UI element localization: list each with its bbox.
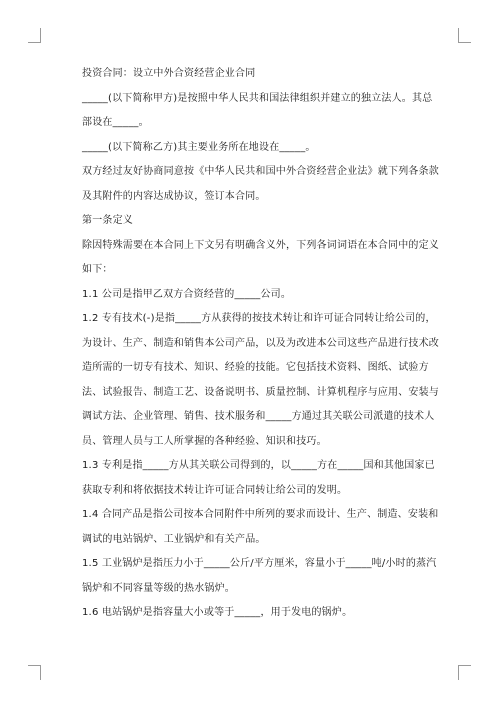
- clause-1-4: 1.4 合同产品是指公司按本合同附件中所列的要求而设计、生产、制造、安装和调试的电站锅炉、工业锅炉和有关产品。: [82, 509, 439, 545]
- agreement-paragraph: 双方经过友好协商同意按《中华人民共和国中外合资经营企业法》就下列各条款及其附件的内容达成协议，签订本合同。: [82, 166, 439, 202]
- clause-1-6: 1.6 电站锅炉是指容量大小或等于_____，用于发电的锅炉。: [82, 607, 353, 618]
- party-a-paragraph: _____(以下简称甲方)是按照中华人民共和国法律组织并建立的独立法人。其总部设在_____。: [82, 92, 433, 128]
- crop-mark-bottom-left: [28, 665, 41, 680]
- crop-mark-top-right: [458, 28, 471, 43]
- document-body: [82, 62, 440, 626]
- clause-1-2: 1.2 专有技术(-)是指_____方从获得的按技术转让和许可证合同转让给公司的，为设计、生产、制造和销售本公司产品，以及为改进本公司这些产品进行技术改造所需的一切专有技术、知识、经验的技能。它包括技术资料、图纸、试验方法、试验报告、制造工艺、设备说明书、质量控制、计算机程序与应用、安装与调试方法、企业管理、销售、技术服务和_____方通过其关联公司派遣的技术人员、管理人员与工人所掌握的各种经验、知识和技巧。: [82, 313, 439, 447]
- crop-mark-top-left: [28, 28, 41, 43]
- clause-1-3: 1.3 专利是指_____方从其关联公司得到的，以_____方在_____国和其他国家已获取专利和将依据技术转让许可证合同转让给公司的发明。: [82, 460, 435, 496]
- clause-1-5: 1.5 工业锅炉是指压力小于_____公斤/平方厘米，容量小于_____吨/小时的蒸汽锅炉和不同容量等级的热水锅炉。: [82, 558, 437, 594]
- clause-1-1: 1.1 公司是指甲乙双方合资经营的_____公司。: [82, 288, 292, 300]
- crop-mark-bottom-right: [458, 665, 471, 680]
- definition-intro-paragraph: 除因特殊需要在本合同上下文另有明确含义外，下列各词词语在本合同中的定义如下：: [82, 239, 439, 275]
- article-one-heading: 第一条定义: [82, 215, 133, 226]
- party-b-paragraph: _____(以下简称乙方)其主要业务所在地设在_____。: [82, 141, 316, 153]
- document-title: 投资合同：设立中外合资经营企业合同: [82, 68, 256, 79]
